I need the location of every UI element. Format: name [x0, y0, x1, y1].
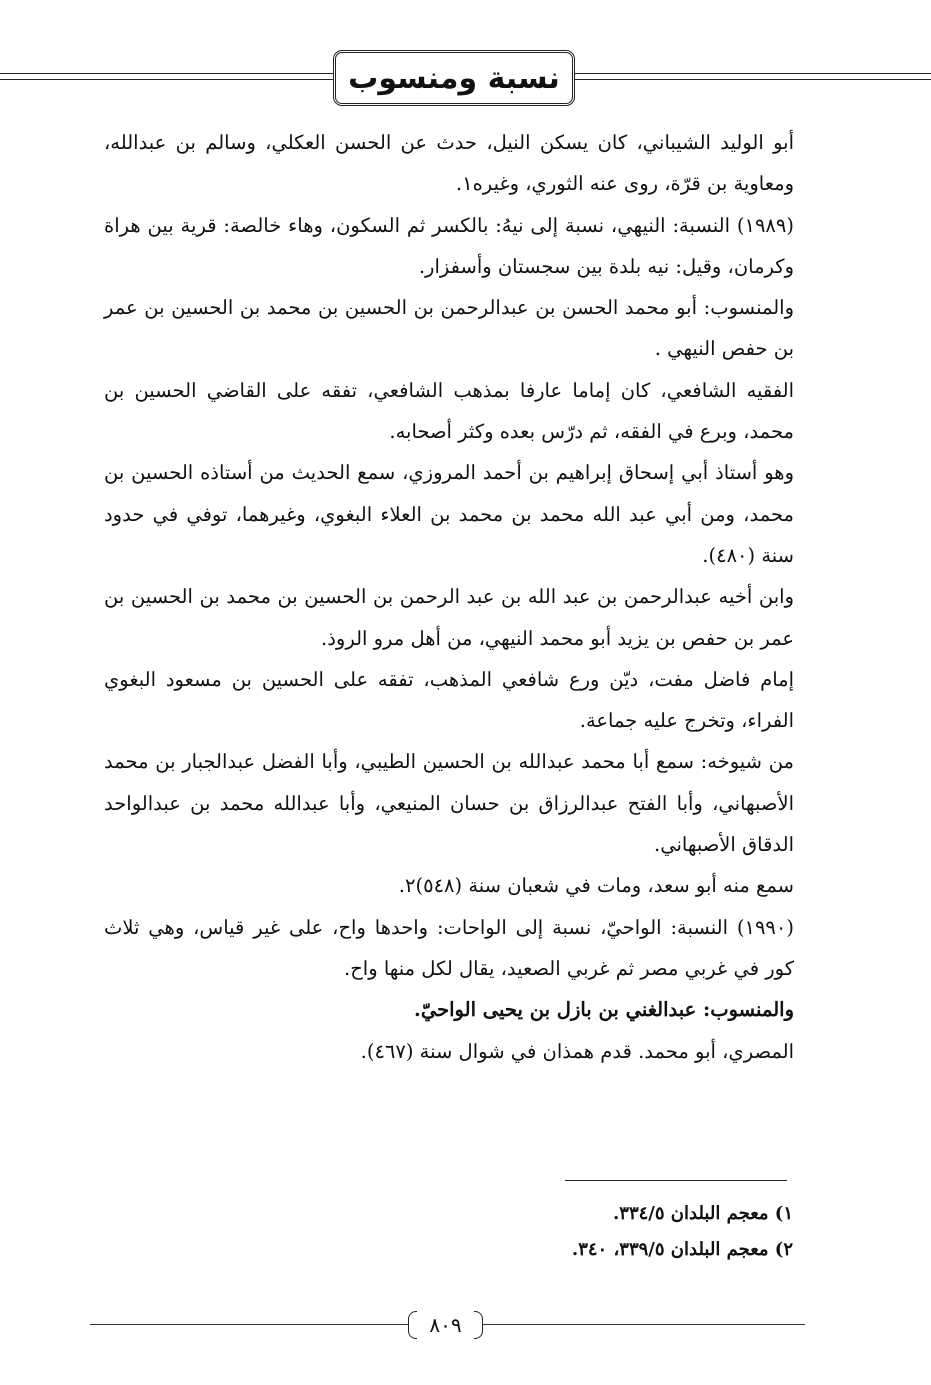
- body-text: [104, 122, 794, 1072]
- page-footer: [90, 1310, 805, 1340]
- paragraph-1: أبو الوليد الشيباني، كان يسكن النيل، حدث عن الحسن العكلي، وسالم بن عبدالله، ومعاوية بن قرّة، روى عنه الثوري، وغيره١.: [104, 131, 794, 196]
- header-rule-left: [0, 73, 333, 74]
- page-number: ٨٠٩: [408, 1310, 483, 1340]
- footnote-separator: [565, 1180, 787, 1181]
- paragraph-3: والمنسوب: أبو محمد الحسن بن عبدالرحمن بن الحسين بن محمد بن الحسين بن عمر بن حفص النيهي .: [104, 296, 794, 361]
- footnotes: [300, 1196, 793, 1268]
- header-rule-right-thin: [575, 79, 931, 80]
- paragraph-5: وهو أستاذ أبي إسحاق إبراهيم بن أحمد المروزي، سمع الحديث من أستاذه الحسين بن محمد، ومن أبي عبد الله محمد بن محمد بن العلاء البغوي، وغيرهما، توفي في حدود سنة (٤٨٠).: [104, 461, 794, 567]
- paragraph-7: إمام فاضل مفت، ديّن ورع شافعي المذهب، تفقه على الحسين بن مسعود البغوي الفراء، وتخرج عليه جماعة.: [104, 667, 794, 733]
- page-title-box: [333, 50, 575, 106]
- paragraph-2: (١٩٨٩) النسبة: النيهي، نسبة إلى نيهُ: بالكسر ثم السكون، وهاء خالصة: قرية بين هراة وكرمان، وقيل: نيه بلدة بين سجستان وأسفزار.: [104, 213, 794, 278]
- paragraph-6: وابن أخيه عبدالرحمن بن عبد الله بن عبد الرحمن بن الحسين بن محمد بن الحسين بن عمر بن حفص بن يزيد أبو محمد النيهي، من أهل مرو الروذ.: [104, 585, 794, 650]
- header-rule-left-thin: [0, 79, 333, 80]
- paragraph-8: من شيوخه: سمع أبا محمد عبدالله بن الحسين الطيبي، وأبا الفضل عبدالجبار بن محمد الأصبهاني، وأبا الفتح عبدالرزاق بن حسان المنيعي، وأبا عبدالله محمد بن عبدالواحد الدقاق الأصبهاني.: [104, 750, 794, 857]
- footer-rule-right: [483, 1324, 805, 1325]
- paragraph-10: (١٩٩٠) النسبة: الواحيّ، نسبة إلى الواحات: واحدها واح، على غير قياس، وهي ثلاث كور في غربي مصر ثم غربي الصعيد، يقال لكل منها واح.: [104, 915, 794, 980]
- footer-rule-left: [90, 1324, 408, 1325]
- paragraph-9: سمع منه أبو سعد، ومات في شعبان سنة (٥٤٨)٢.: [398, 874, 794, 898]
- header-rule-right: [575, 73, 931, 74]
- footnote-1: ١) معجم البلدان ٣٣٤/٥.: [613, 1203, 793, 1224]
- paragraph-4: الفقيه الشافعي، كان إماما عارفا بمذهب الشافعي، تفقه على القاضي الحسين بن محمد، وبرع في الفقه، ثم درّس بعده وكثر أصحابه.: [104, 378, 794, 444]
- paragraph-11: والمنسوب: عبدالغني بن بازل بن يحيى الواحيّ.: [414, 998, 794, 1022]
- paragraph-12: المصري، أبو محمد. قدم همذان في شوال سنة (٤٦٧).: [360, 1039, 794, 1063]
- footnote-2: ٢) معجم البلدان ٣٣٩/٥، ٣٤٠.: [571, 1239, 793, 1260]
- page-title: نسبة ومنسوب: [348, 60, 560, 96]
